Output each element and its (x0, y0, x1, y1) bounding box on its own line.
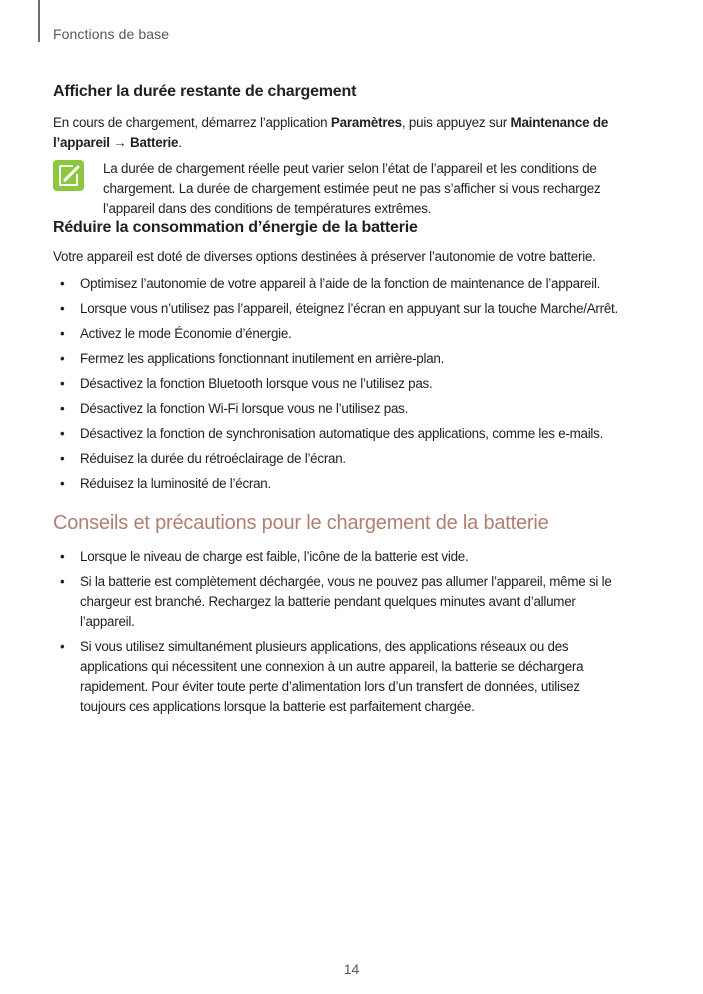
list-item (53, 324, 653, 344)
list-item-text: Lorsque le niveau de charge est faible, l’icône de la batterie est vide. (80, 549, 469, 564)
list-item-text: Désactivez la fonction Bluetooth lorsque vous ne l’utilisez pas. (80, 376, 433, 391)
note-box (53, 159, 653, 219)
settings-app-name: Paramètres (330, 115, 402, 130)
note-pencil-icon (53, 160, 84, 191)
running-header: Fonctions de base (53, 26, 170, 42)
section-title-remaining-time: Afficher la durée restante de chargement (53, 83, 357, 100)
instruction-text-middle: , puis appuyez sur (401, 115, 511, 130)
list-item-text: Réduisez la luminosité de l’écran. (80, 476, 271, 491)
list-item (53, 299, 653, 319)
list-item-text: Fermez les applications fonctionnant inutilement en arrière-plan. (80, 351, 445, 366)
bullet-icon: • (60, 376, 65, 391)
list-item (53, 274, 653, 294)
list-item (53, 637, 623, 717)
list-item (53, 547, 623, 567)
bullet-icon: • (60, 639, 65, 654)
instruction-text-start: En cours de chargement, démarrez l’application (53, 115, 331, 130)
list-item (53, 399, 653, 419)
charging-instructions-paragraph (53, 113, 653, 153)
list-item-text: Lorsque vous n’utilisez pas l’appareil, éteignez l’écran en appuyant sur la touche Marche/Arrêt. (80, 301, 618, 316)
note-text: La durée de chargement réelle peut varier selon l’état de l’appareil et les conditions de chargement. La durée de chargement estimée peut ne pas s’afficher si vous rechargez l’appareil dans des conditions de températures extrêmes. (103, 161, 601, 216)
list-item-text: Si la batterie est complètement déchargée, vous ne pouvez pas allumer l’appareil, même si le chargeur est branché. Rechargez la batterie pendant quelques minutes avant d’allumer l’appareil. (80, 574, 612, 629)
menu-arrow: → (109, 135, 131, 150)
battery-label: Batterie (130, 135, 179, 150)
bullet-icon: • (60, 401, 65, 416)
list-item-text: Activez le mode Économie d’énergie. (80, 326, 292, 341)
list-item (53, 374, 653, 394)
page-content (53, 83, 653, 722)
device-maintenance-label: Maintenance de l’appareil (53, 115, 609, 150)
list-item-text: Désactivez la fonction Wi-Fi lorsque vous ne l’utilisez pas. (80, 401, 409, 416)
bullet-icon: • (60, 426, 65, 441)
bullet-icon: • (60, 301, 65, 316)
bullet-icon: • (60, 351, 65, 366)
section-intro: Votre appareil est doté de diverses options destinées à préserver l’autonomie de votre batterie. (53, 249, 596, 264)
header-rule (38, 0, 40, 42)
bullet-icon: • (60, 549, 65, 564)
list-item-text: Désactivez la fonction de synchronisation automatique des applications, comme les e-mails. (80, 426, 604, 441)
list-item (53, 474, 653, 494)
list-item (53, 349, 653, 369)
list-item (53, 424, 653, 444)
list-item (53, 449, 653, 469)
instruction-text-end: . (178, 135, 182, 150)
bullet-icon: • (60, 476, 65, 491)
bullet-icon: • (60, 276, 65, 291)
chapter-title-charging-tips: Conseils et précautions pour le chargement de la batterie (53, 512, 549, 534)
list-item-text: Optimisez l’autonomie de votre appareil à l’aide de la fonction de maintenance de l’appareil. (80, 276, 601, 291)
bullet-icon: • (60, 574, 65, 589)
section-title-reduce-consumption: Réduire la consommation d’énergie de la batterie (53, 219, 418, 236)
list-item-text: Réduisez la durée du rétroéclairage de l’écran. (80, 451, 346, 466)
bullet-icon: • (60, 326, 65, 341)
power-saving-list (53, 274, 653, 494)
bullet-icon: • (60, 451, 65, 466)
list-item-text: Si vous utilisez simultanément plusieurs applications, des applications réseaux ou des applications qui nécessitent une connexion à un autre appareil, la batterie se déchargera rapidement. Pour éviter toute perte d’alimentation lors d’un transfert de données, utilisez toujours ces applications lorsque la batterie est parfaitement chargée. (80, 639, 584, 714)
page-number: 14 (343, 961, 360, 977)
charging-tips-list (53, 547, 623, 717)
list-item (53, 572, 623, 632)
